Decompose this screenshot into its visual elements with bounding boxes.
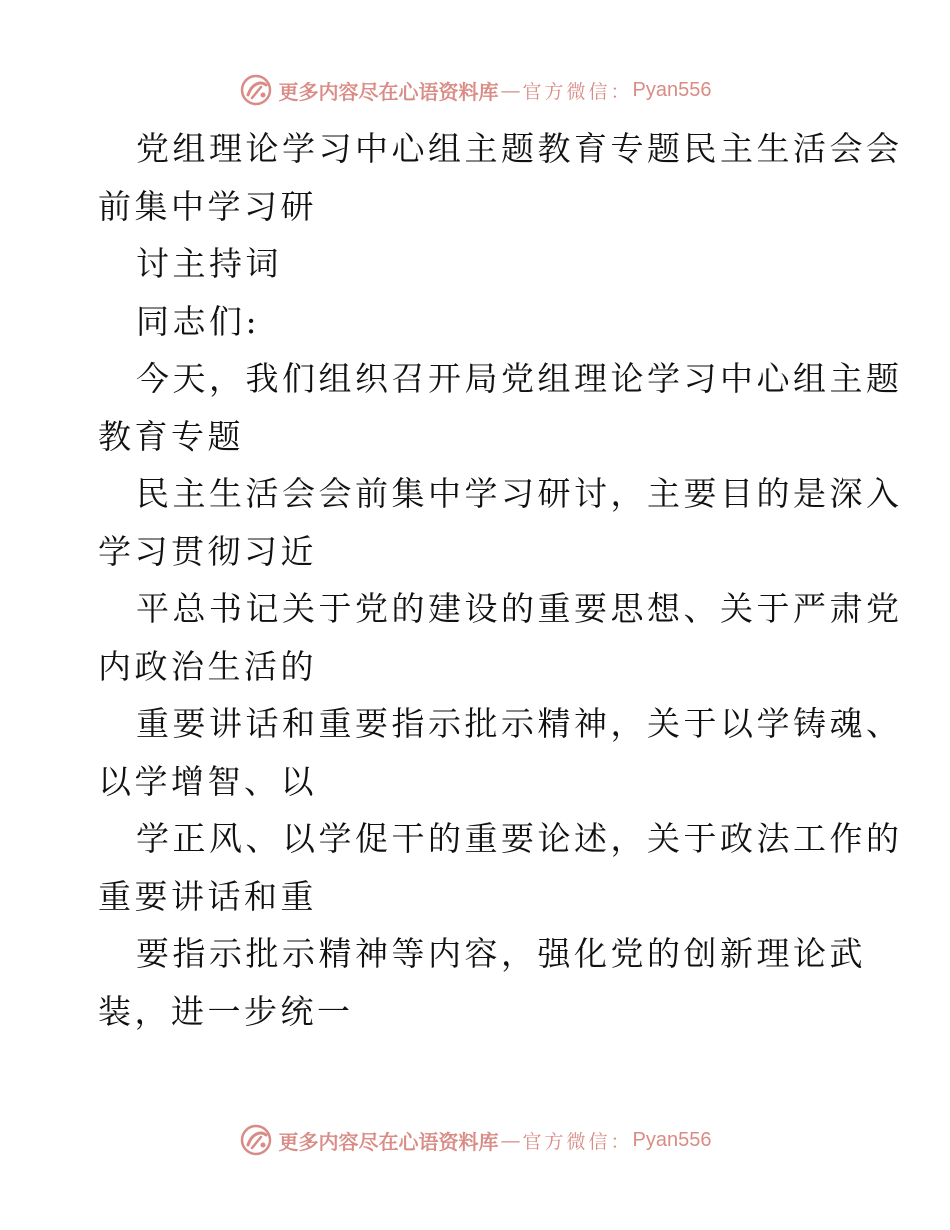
brand-logo-icon [239,73,273,107]
document-line: 要指示批示精神等内容，强化党的创新理论武 [136,934,866,973]
watermark-wechat-id: Pyan556 [632,1128,712,1151]
watermark-brand-text: 更多内容尽在心语资料库 [278,1129,499,1154]
document-line: 重要讲话和重要指示批示精神，关于以学铸魂、 [136,704,903,743]
document-line: 同志们: [136,301,261,341]
document-line: 以学增智、以 [98,761,317,801]
document-line: 学正风、以学促干的重要论述，关于政法工作的 [136,819,903,858]
document-line: 前集中学习研 [98,186,317,226]
header-watermark [0,70,950,110]
brand-logo-icon [239,1123,273,1157]
document-line: 重要讲话和重 [98,876,317,916]
document-line: 民主生活会会前集中学习研讨，主要目的是深入 [136,474,903,513]
document-body [98,120,903,1040]
document-line: 内政治生活的 [98,646,317,686]
document-line: 学习贯彻习近 [98,531,317,571]
footer-watermark [0,1120,950,1160]
watermark-official-label: 官方微信： [522,1130,633,1153]
document-line: 讨主持词 [136,244,282,283]
document-line: 今天，我们组织召开局党组理论学习中心组主题 [136,359,903,398]
watermark-official-label: 官方微信： [522,80,633,103]
document-line: 装，进一步统一 [98,991,354,1031]
watermark-wechat-id: Pyan556 [632,78,712,101]
watermark-dash: — [500,78,521,102]
watermark-dash: — [500,1128,521,1152]
watermark-brand-text: 更多内容尽在心语资料库 [278,79,499,104]
document-line: 教育专题 [98,416,244,456]
document-line: 党组理论学习中心组主题教育专题民主生活会会 [136,129,903,168]
document-line: 平总书记关于党的建设的重要思想、关于严肃党 [136,589,903,628]
